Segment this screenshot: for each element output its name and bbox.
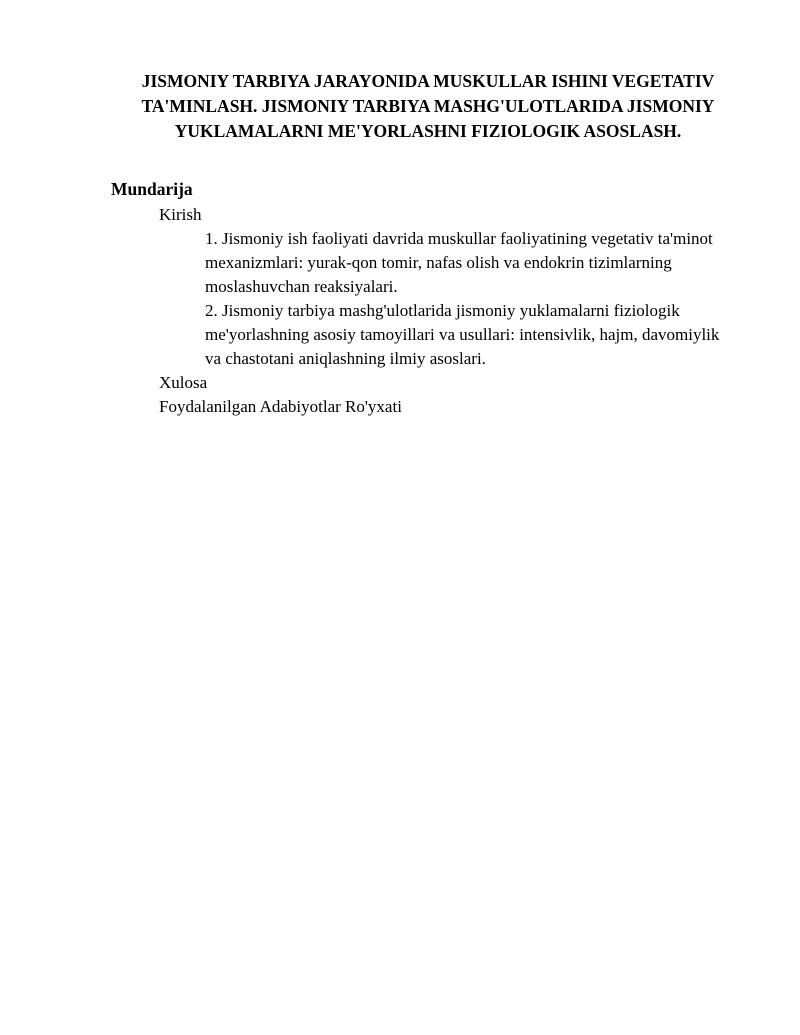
document-title: JISMONIY TARBIYA JARAYONIDA MUSKULLAR ISHINI VEGETATIV TA'MINLASH. JISMONIY TARBIYA MASHG'ULOTLARIDA JISMONIY YUKLAMALARNI ME'YORLASHNI FIZIOLOGIK ASOSLASH. xyxy=(141,71,715,141)
toc-item-section-2: 2. Jismoniy tarbiya mashg'ulotlarida jismoniy yuklamalarni fiziologik me'yorlashning asosiy tamoyillari va usullari: intensivlik, hajm, davomiylik va chastotani aniqlashning ilmiy asoslari. xyxy=(205,301,720,368)
toc-item-intro: Kirish xyxy=(159,205,202,224)
toc-item-conclusion: Xulosa xyxy=(159,373,208,392)
toc-item-section-1: 1. Jismoniy ish faoliyati davrida muskullar faoliyatining vegetativ ta'minot mexanizmlari: yurak-qon tomir, nafas olish va endokrin tizimlarning moslashuvchan reaksiyalari. xyxy=(205,229,713,296)
table-of-contents xyxy=(0,203,800,419)
toc-item-references: Foydalanilgan Adabiyotlar Ro'yxati xyxy=(159,397,402,416)
toc-heading: Mundarija xyxy=(111,179,193,199)
